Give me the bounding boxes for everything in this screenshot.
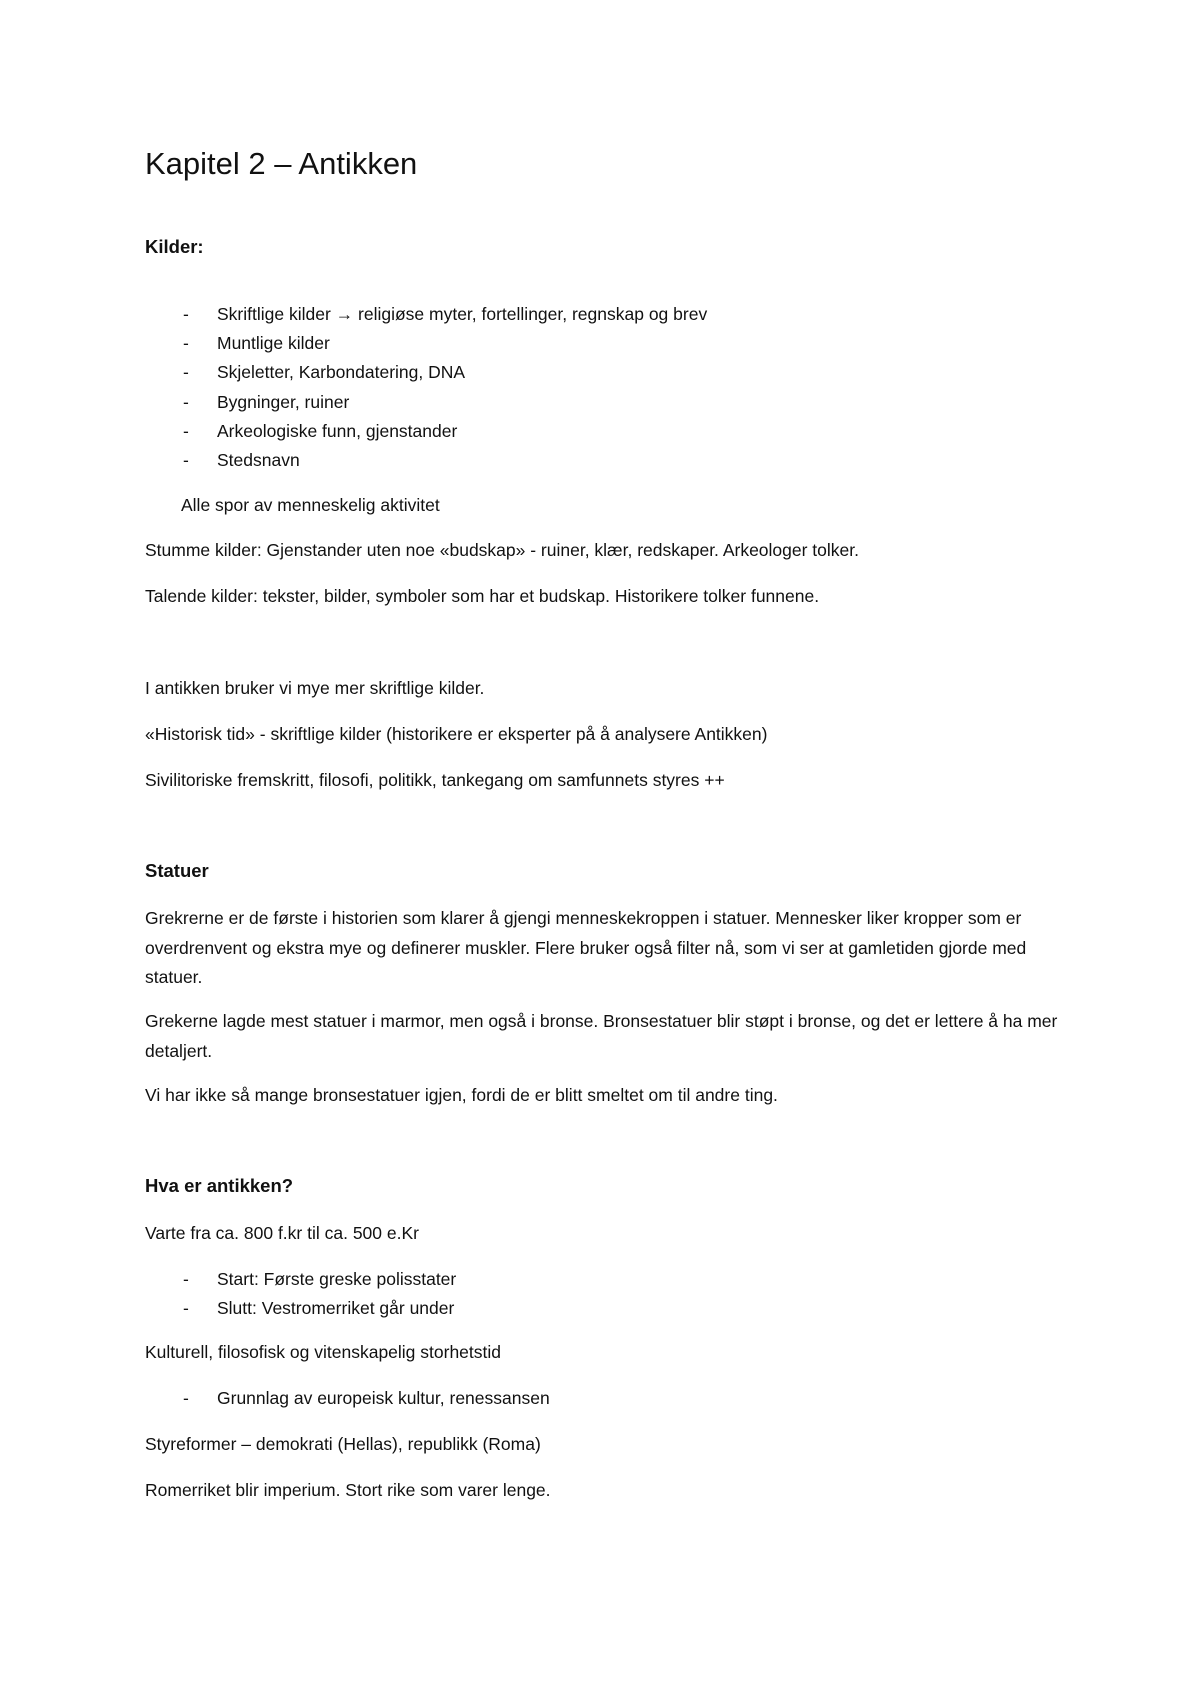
kilder-summary: Alle spor av menneskelig aktivitet (181, 495, 440, 515)
talende-kilder-paragraph: Talende kilder: tekster, bilder, symboler som har et budskap. Historikere tolker funnene. (145, 586, 820, 606)
list-item (145, 417, 707, 446)
list-item (145, 1265, 456, 1294)
list-item-text: Muntlige kilder (217, 333, 330, 354)
list-marker: - (183, 1298, 189, 1319)
list-item (145, 446, 707, 475)
list-item (145, 1294, 456, 1323)
list-marker: - (183, 1269, 189, 1289)
list-item (145, 1384, 550, 1413)
statuer-paragraph-2: Grekerne lagde mest statuer i marmor, men også i bronse. Bronsestatuer blir støpt i bronse, og det er lettere å ha mer detaljert. (145, 1011, 1058, 1061)
list-marker: - (183, 449, 189, 470)
list-item-text: Start: Første greske polisstater (217, 1269, 457, 1289)
list-marker: - (183, 1388, 189, 1408)
kilder-list (145, 300, 707, 475)
list-marker: - (183, 362, 189, 383)
list-item-text: Skjeletter, Karbondatering, DNA (217, 362, 466, 383)
list-item (145, 388, 707, 417)
list-item (145, 329, 707, 358)
list-item (145, 300, 707, 329)
list-marker: - (183, 333, 189, 354)
section-heading-kilder: Kilder: (145, 236, 204, 257)
sivilitoriske-paragraph: Sivilitoriske fremskritt, filosofi, politikk, tankegang om samfunnets styres ++ (145, 770, 725, 790)
list-item (145, 358, 707, 387)
section-heading-statuer: Statuer (145, 860, 209, 881)
statuer-paragraph-1: Grekrerne er de første i historien som klarer å gjengi menneskekroppen i statuer. Mennesker liker kropper som er overdrenvent og ekstra mye og definerer muskler. Flere bruker også filter nå, som vi ser at gamletiden gjorde med statuer. (145, 908, 1027, 987)
list-item-text: Skriftlige kilder → religiøse myter, fortellinger, regnskap og brev (217, 304, 708, 324)
antikken-skriftlige-paragraph: I antikken bruker vi mye mer skriftlige kilder. (145, 678, 485, 698)
list-marker: - (183, 304, 189, 324)
antikken-periode-list (145, 1265, 456, 1323)
list-item-text: Bygninger, ruiner (217, 391, 350, 412)
list-marker: - (183, 420, 189, 441)
list-item-text: Slutt: Vestromerriket går under (217, 1298, 455, 1319)
kulturell-paragraph: Kulturell, filosofisk og vitenskapelig storhetstid (145, 1342, 502, 1362)
list-marker: - (183, 391, 189, 412)
kulturell-list (145, 1384, 550, 1413)
varte-paragraph: Varte fra ca. 800 f.kr til ca. 500 e.Kr (145, 1223, 419, 1243)
romerriket-paragraph: Romerriket blir imperium. Stort rike som varer lenge. (145, 1480, 551, 1500)
list-item-text: Grunnlag av europeisk kultur, renessansen (217, 1388, 550, 1408)
stumme-kilder-paragraph: Stumme kilder: Gjenstander uten noe «budskap» - ruiner, klær, redskaper. Arkeologer tolker. (145, 540, 859, 560)
page-title: Kapitel 2 – Antikken (145, 146, 418, 181)
styreformer-paragraph: Styreformer – demokrati (Hellas), republikk (Roma) (145, 1434, 541, 1454)
section-heading-hva-er-antikken: Hva er antikken? (145, 1175, 294, 1196)
list-item-text: Arkeologiske funn, gjenstander (217, 420, 458, 441)
statuer-paragraph-3: Vi har ikke så mange bronsestatuer igjen, fordi de er blitt smeltet om til andre ting. (145, 1085, 778, 1105)
historisk-tid-paragraph: «Historisk tid» - skriftlige kilder (historikere er eksperter på å analysere Antikken) (145, 724, 768, 744)
list-item-text: Stedsnavn (217, 449, 300, 470)
